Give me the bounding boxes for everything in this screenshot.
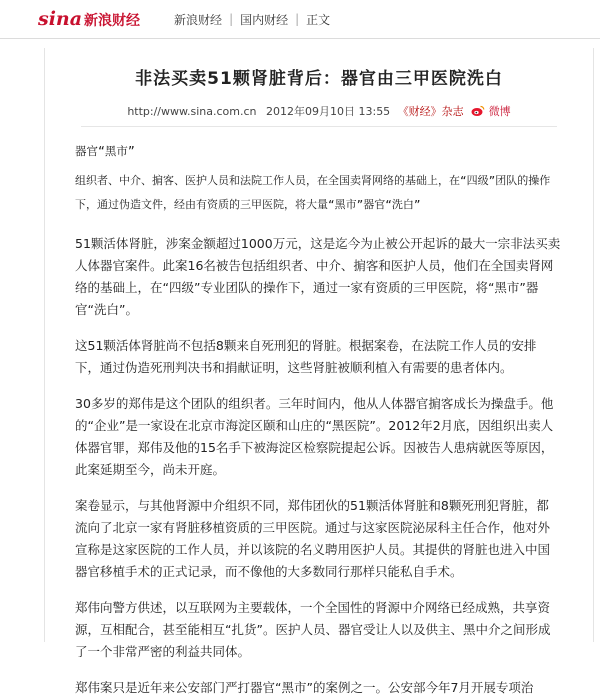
article-body (45, 143, 593, 699)
publish-date: 2012年09月10日 13:55 (266, 105, 391, 118)
article-paragraph: 51颗活体肾脏，涉案金额超过1000万元，这是迄今为止被公开起诉的最大一宗非法买卖人体器官案件。此案16名被告包括组织者、中介、掮客和医护人员，他们在全国卖肾网络的基础上，在“四级”专业团队的操作下，通过一家有资质的三甲医院，将“黑市”器官“洗白”。 (75, 235, 561, 317)
breadcrumb-domestic-finance[interactable]: 国内财经 (240, 12, 289, 27)
breadcrumb-current: 正文 (306, 12, 331, 27)
site-header (0, 0, 600, 39)
article-paragraph: 这51颗活体肾脏尚不包括8颗来自死刑犯的肾脏。根据案卷，在法院工作人员的安排下，通过伪造死刑判决书和捐献证明，这些肾脏被顺利植入有需要的患者体内。 (75, 337, 537, 375)
article-summary: 组织者、中介、掮客、医护人员和法院工作人员，在全国卖肾网络的基础上，在“四级”团队的操作下，通过伪造文件，经由有资质的三甲医院，将大量“黑市”器官“洗白” (75, 173, 551, 211)
logo-finance-text: 新浪财经 (84, 13, 141, 29)
logo-sina-text: sina (38, 8, 83, 30)
sina-finance-logo[interactable] (38, 8, 140, 30)
weibo-icon[interactable] (471, 105, 485, 120)
article-container (44, 48, 594, 695)
article-meta (81, 103, 557, 127)
article-title: 非法买卖51颗肾脏背后：器官由三甲医院洗白 (135, 69, 503, 89)
source-link[interactable]: 《财经》杂志 (397, 105, 464, 118)
breadcrumb-separator: | (229, 12, 234, 26)
article-paragraph: 案卷显示，与其他肾源中介组织不同，郑伟团伙的51颗活体肾脏和8颗死刑犯肾脏，都流向了北京一家有肾脏移植资质的三甲医院。通过与这家医院泌尿科主任合作，他对外宣称是这家医院的工作人员，并以该院的名义聘用医护人员。其提供的肾脏也进入中国器官移植手术的正式记录，而不像他的大多数同行那样只能私自手术。 (75, 497, 551, 579)
article-subheading: 器官“黑市” (75, 143, 135, 158)
breadcrumb (174, 11, 330, 28)
weibo-link[interactable]: 微博 (488, 105, 511, 118)
breadcrumb-sina-finance[interactable]: 新浪财经 (174, 12, 223, 27)
source-url-link[interactable]: http://www.sina.com.cn (127, 105, 257, 118)
article-paragraph: 郑伟案只是近年来公安部门严打器官“黑市”的案例之一。公安部今年7月开展专项治 (75, 679, 534, 695)
breadcrumb-separator: | (295, 12, 300, 26)
article-paragraph: 郑伟向警方供述，以互联网为主要载体，一个全国性的肾源中介网络已经成熟，共享资源，互相配合，甚至能相互“扎货”。医护人员、器官受让人以及供主、黑中介之间形成了一个非常严密的利益共同体。 (75, 599, 551, 659)
article-paragraph: 30多岁的郑伟是这个团队的组织者。三年时间内，他从人体器官掮客成长为操盘手。他的“企业”是一家设在北京市海淀区颐和山庄的“黑医院”。2012年2月底，因组织出卖人体器官罪，郑伟及他的15名手下被海淀区检察院提起公诉。因被告人患病就医等原因，此案延期至今，尚未开庭。 (75, 395, 554, 477)
